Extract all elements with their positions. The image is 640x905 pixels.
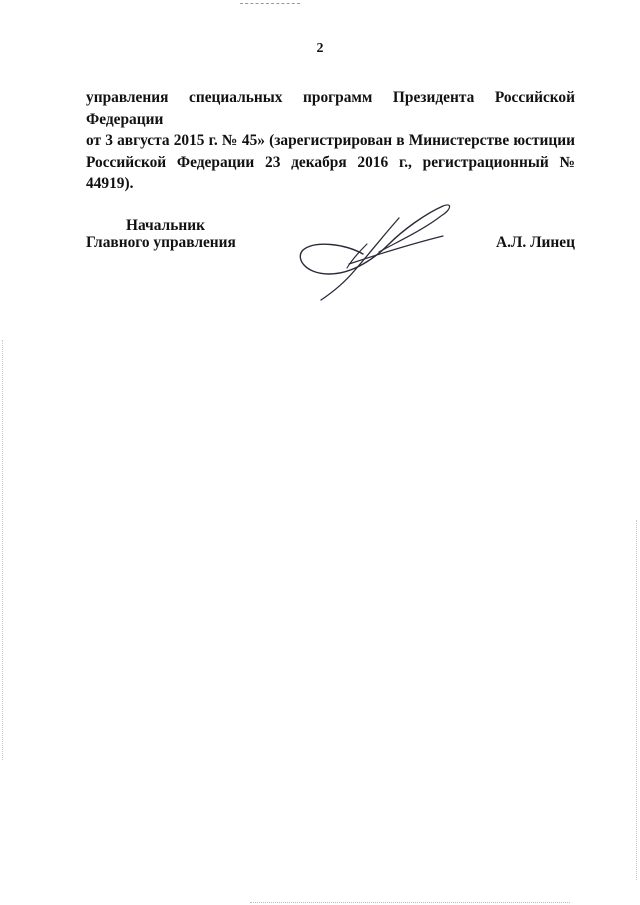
signer-position-title: Начальник [126,217,205,234]
body-line: Российской Федерации 23 декабря 2016 г., регистрационный № 44919). [86,153,575,192]
body-paragraph [86,87,575,195]
body-line: управления специальных программ Президента Российской Федерации [86,89,575,128]
signature-stroke-inner [347,244,367,268]
scan-artifact-bottom [250,902,570,903]
scan-artifact-left [2,340,3,760]
scan-artifact-right [636,520,637,880]
body-line: от 3 августа 2015 г. № 45» (зарегистрирован в Министерстве юстиции [86,132,575,149]
handwritten-signature [293,196,458,306]
signature-stroke-descender [321,218,399,300]
page-number: 2 [316,41,324,56]
signer-department: Главного управления [86,234,236,251]
signature-stroke-loop [300,206,443,274]
scan-artifact-top [240,3,300,4]
signer-name: А.Л. Линец [495,234,575,251]
